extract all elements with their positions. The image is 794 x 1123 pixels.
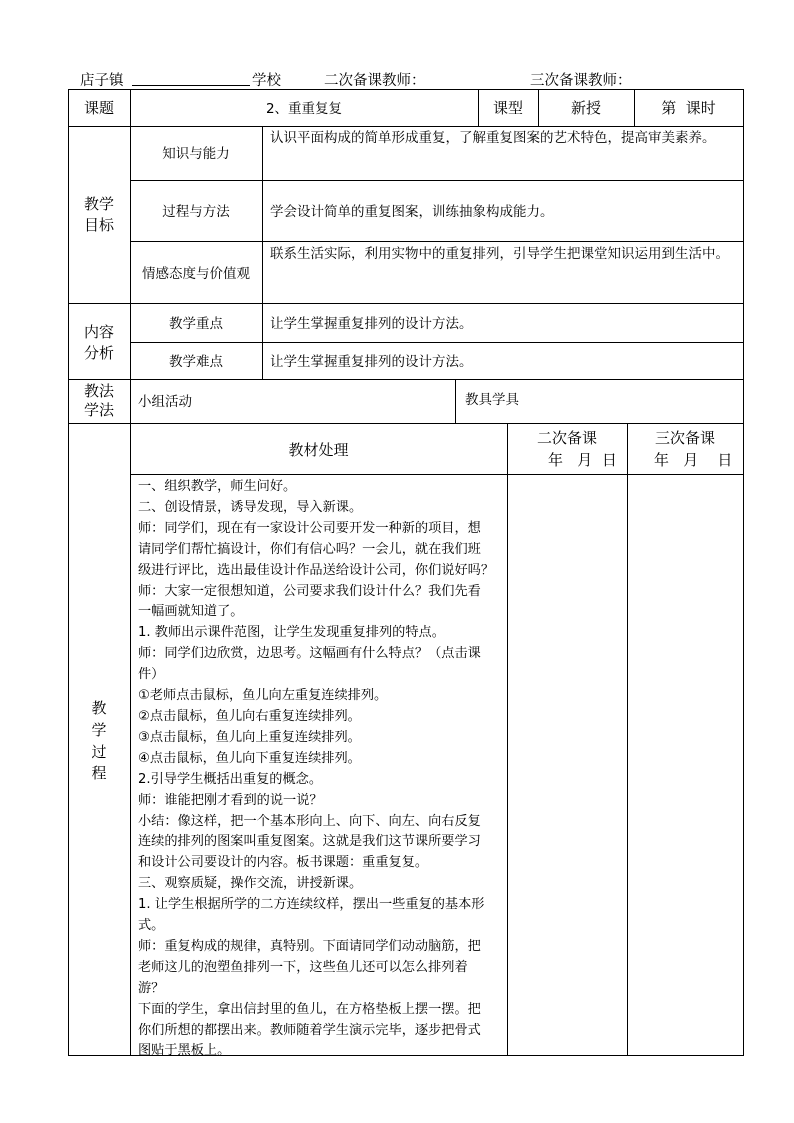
process-line: 小结：像这样，把一个基本形向上、向下、向左、向右反复 (138, 813, 481, 829)
process-line: 2.引导学生概括出重复的概念。 (138, 771, 323, 787)
lesson-period: 第 课时 (661, 99, 716, 117)
process-line: 游？ (138, 980, 165, 996)
lesson-title: 2、重重复复 (265, 101, 343, 117)
goal-attitude-label: 情感态度与价值观 (142, 266, 250, 282)
process-line: 一幅画就知道了。 (138, 604, 244, 620)
third-prep-date: 年 月 日 (654, 451, 733, 469)
key-point-text: 让学生掌握重复排列的设计方法。 (270, 316, 473, 332)
third-teacher-label: 三次备课教师： (530, 73, 632, 89)
goal-knowledge-label: 知识与能力 (162, 146, 230, 162)
method-value: 小组活动 (138, 394, 192, 410)
lesson-type-label: 课型 (492, 99, 523, 117)
goals-label-line2: 目标 (83, 216, 114, 234)
process-line: 师：同学们，现在有一家设计公司要开发一种新的项目，想 (138, 520, 481, 536)
process-line: ②点击鼠标，鱼儿向右重复连续排列。 (138, 708, 361, 724)
process-line: 师：同学们边欣赏，边思考。这幅画有什么特点？（点击课 (138, 646, 481, 662)
process-content (138, 477, 506, 1062)
process-line: ①老师点击鼠标，鱼儿向左重复连续排列。 (138, 688, 388, 704)
third-prep-header: 三次备课 (654, 429, 715, 447)
process-line: 师：重复构成的规律，真特别。下面请同学们动动脑筋，把 (138, 938, 481, 954)
goal-process-label: 过程与方法 (162, 204, 230, 220)
key-point-label: 教学重点 (169, 316, 223, 332)
method-label-line2: 学法 (83, 401, 114, 419)
process-line: 和设计公司要设计的内容。板书课题：重重复复。 (138, 855, 429, 871)
process-line: 级进行评比，选出最佳设计作品送给设计公司，你们说好吗？ (138, 562, 495, 578)
process-line: 连续的排列的图案叫重复图案。这就是我们这节课所要学习 (138, 834, 481, 850)
process-line: 件） (138, 667, 165, 683)
header-school: 学校 (252, 73, 281, 89)
process-line: 老师这儿的泡塑鱼排列一下，这些鱼儿还可以怎么排列着 (138, 959, 468, 975)
analysis-label-line1: 内容 (83, 323, 114, 341)
school-name-blank (132, 69, 250, 86)
process-line: 1. 教师出示课件范图，让学生发现重复排列的特点。 (138, 625, 445, 641)
process-line: 你们所想的都摆出来。教师随着学生演示完毕，逐步把骨式 (138, 1022, 481, 1038)
process-label-char-3: 过 (91, 743, 107, 761)
process-line: 二、创设情景，诱导发现，导入新课。 (138, 499, 363, 515)
process-line: 式。 (138, 918, 165, 934)
materials-header: 教材处理 (288, 441, 349, 459)
method-label-line1: 教法 (83, 382, 114, 400)
header-town: 店子镇 (80, 73, 124, 89)
process-line: 师：谁能把刚才看到的说一说？ (138, 792, 323, 808)
lesson-type-value: 新授 (570, 99, 601, 117)
title-label: 课题 (83, 99, 114, 117)
second-prep-date: 年 月 日 (548, 451, 617, 469)
process-line: 一、组织教学，师生问好。 (138, 479, 297, 494)
process-line: 图贴于黑板上。 (138, 1043, 231, 1059)
goal-knowledge-text: 认识平面构成的简单形成重复，了解重复图案的艺术特色，提高审美素养。 (270, 130, 716, 146)
tools-label: 教具学具 (465, 392, 519, 408)
goal-attitude-text: 联系生活实际，利用实物中的重复排列，引导学生把课堂知识运用到生活中。 (270, 246, 729, 262)
process-label-char-2: 学 (91, 721, 107, 739)
process-line: 请同学们帮忙搞设计，你们有信心吗？一会儿，就在我们班 (138, 541, 481, 557)
process-line: ③点击鼠标，鱼儿向上重复连续排列。 (138, 729, 361, 745)
process-line: 师：大家一定很想知道，公司要求我们设计什么？我们先看 (138, 583, 481, 599)
goal-process-text: 学会设计简单的重复图案，训练抽象构成能力。 (270, 204, 554, 220)
process-line: 下面的学生，拿出信封里的鱼儿，在方格垫板上摆一摆。把 (138, 1001, 481, 1017)
analysis-label-line2: 分析 (83, 344, 114, 362)
second-teacher-label: 二次备课教师： (324, 73, 426, 89)
process-line: ④点击鼠标，鱼儿向下重复连续排列。 (138, 750, 361, 766)
process-label-char-4: 程 (91, 764, 107, 782)
second-prep-header: 二次备课 (536, 429, 597, 447)
process-label-char-1: 教 (91, 699, 107, 717)
process-line: 三、观察质疑，操作交流，讲授新课。 (138, 876, 363, 892)
goals-label-line1: 教学 (83, 195, 114, 213)
process-line: 1. 让学生根据所学的二方连续纹样，摆出一些重复的基本形 (138, 897, 485, 913)
difficulty-label: 教学难点 (169, 354, 223, 370)
difficulty-text: 让学生掌握重复排列的设计方法。 (270, 354, 473, 370)
